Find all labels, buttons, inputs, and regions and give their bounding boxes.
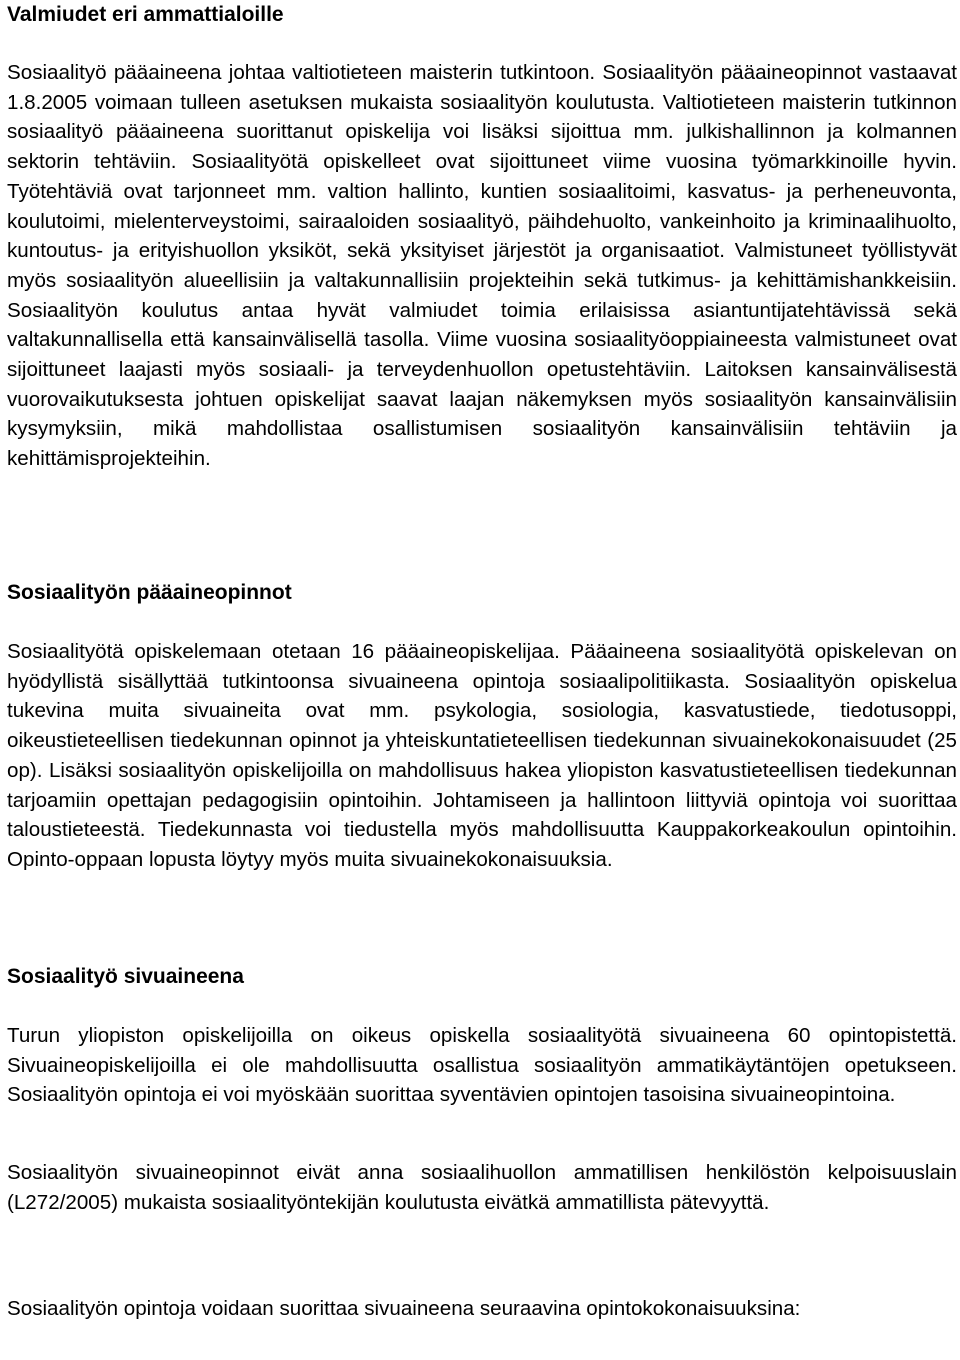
section-heading-minor-studies: Sosiaalityö sivuaineena: [7, 965, 244, 988]
paragraph-minor-modules-intro: Sosiaalityön opintoja voidaan suorittaa sivuaineena seuraavina opintokokonaisuuksina:: [7, 1297, 801, 1320]
paragraph-competencies: Sosiaalityö pääaineena johtaa valtiotieteen maisterin tutkintoon. Sosiaalityön pääaineopinnot vastaavat 1.8.2005 voimaan tulleen asetuksen mukaista sosiaalityön koulutusta. Valtiotieteen maisterin tutkinnon sosiaalityö pääaineena suorittanut opiskelija voi lisäksi sijoittua mm. julkishallinnon ja kolmannen sektorin tehtäviin. Sosiaalityötä opiskelleet ovat sijoittuneet viime vuosina työmarkkinoille hyvin. Työtehtäviä ovat tarjonneet mm. valtion hallinto, kuntien sosiaalitoimi, kasvatus- ja perheneuvonta, koulutoimi, mielenterveystoimi, sairaaloiden sosiaalityö, päihdehuolto, vankeinhoito ja kriminaalihuolto, kuntoutus- ja erityishuollon yksiköt, sekä yksityiset järjestöt ja organisaatiot. Valmistuneet työllistyvät myös sosiaalityön alueellisiin ja valtakunnallisiin projekteihin sekä tutkimus- ja kehittämishankkeisiin. Sosiaalityön koulutus antaa hyvät valmiudet toimia erilaisissa asiantuntijatehtävissä sekä valtakunnallisella että kansainvälisellä tasolla. Viime vuosina sosiaalityöoppiaineesta valmistuneet ovat sijoittuneet laajasti myös sosiaali- ja terveydenhuollon opetustehtäviin. Laitoksen kansainvälisestä vuorovaikutuksesta johtuen opiskelijat saavat laajan näkemyksen myös sosiaalityön kansainvälisiin kysymyksiin, mikä mahdollistaa osallistumisen sosiaalityön kansainvälisiin tehtäviin ja kehittämisprojekteihin.: [7, 61, 957, 471]
paragraph-minor-qualification: Sosiaalityön sivuaineopinnot eivät anna sosiaalihuollon ammatillisen henkilöstön kelpoisuuslain (L272/2005) mukaista sosiaalityöntekijän koulutusta eivätkä ammatillista pätevyyttä.: [7, 1161, 957, 1214]
paragraph-major-studies: Sosiaalityötä opiskelemaan otetaan 16 pääaineopiskelijaa. Pääaineena sosiaalityötä opiskelevan on hyödyllistä sisällyttää tutkintoonsa sivuaineena opintoja sosiaalipolitiikasta. Sosiaalityön opiskelua tukevina muita sivuaineita ovat mm. psykologia, sosiologia, kasvatustiede, tiedotusoppi, oikeustieteellisen tiedekunnan opinnot ja yhteiskuntatieteellisen tiedekunnan sivuainekokonaisuudet (25 op). Lisäksi sosiaalityön opiskelijoilla on mahdollisuus hakea yliopiston kasvatustieteellisen tiedekunnan tarjoamiin opettajan pedagogisiin opintoihin. Johtamiseen ja hallintoon liittyviä opintoja voi suorittaa taloustieteestä. Tiedekunnasta voi tiedustella myös mahdollisuutta Kauppakorkeakoulun opintoihin. Opinto-oppaan lopusta löytyy myös muita sivuainekokonaisuuksia.: [7, 640, 957, 871]
section-heading-major-studies: Sosiaalityön pääaineopinnot: [7, 581, 292, 604]
section-heading-competencies: Valmiudet eri ammattialoille: [7, 3, 284, 26]
paragraph-minor-rights: Turun yliopiston opiskelijoilla on oikeus opiskella sosiaalityötä sivuaineena 60 opintopistettä. Sivuaineopiskelijoilla ei ole mahdollisuutta osallistua sosiaalityön ammatikäytäntöjen opetukseen. Sosiaalityön opintoja ei voi myöskään suorittaa syventävien opintojen tasoisina sivuaineopintoina.: [7, 1024, 957, 1107]
